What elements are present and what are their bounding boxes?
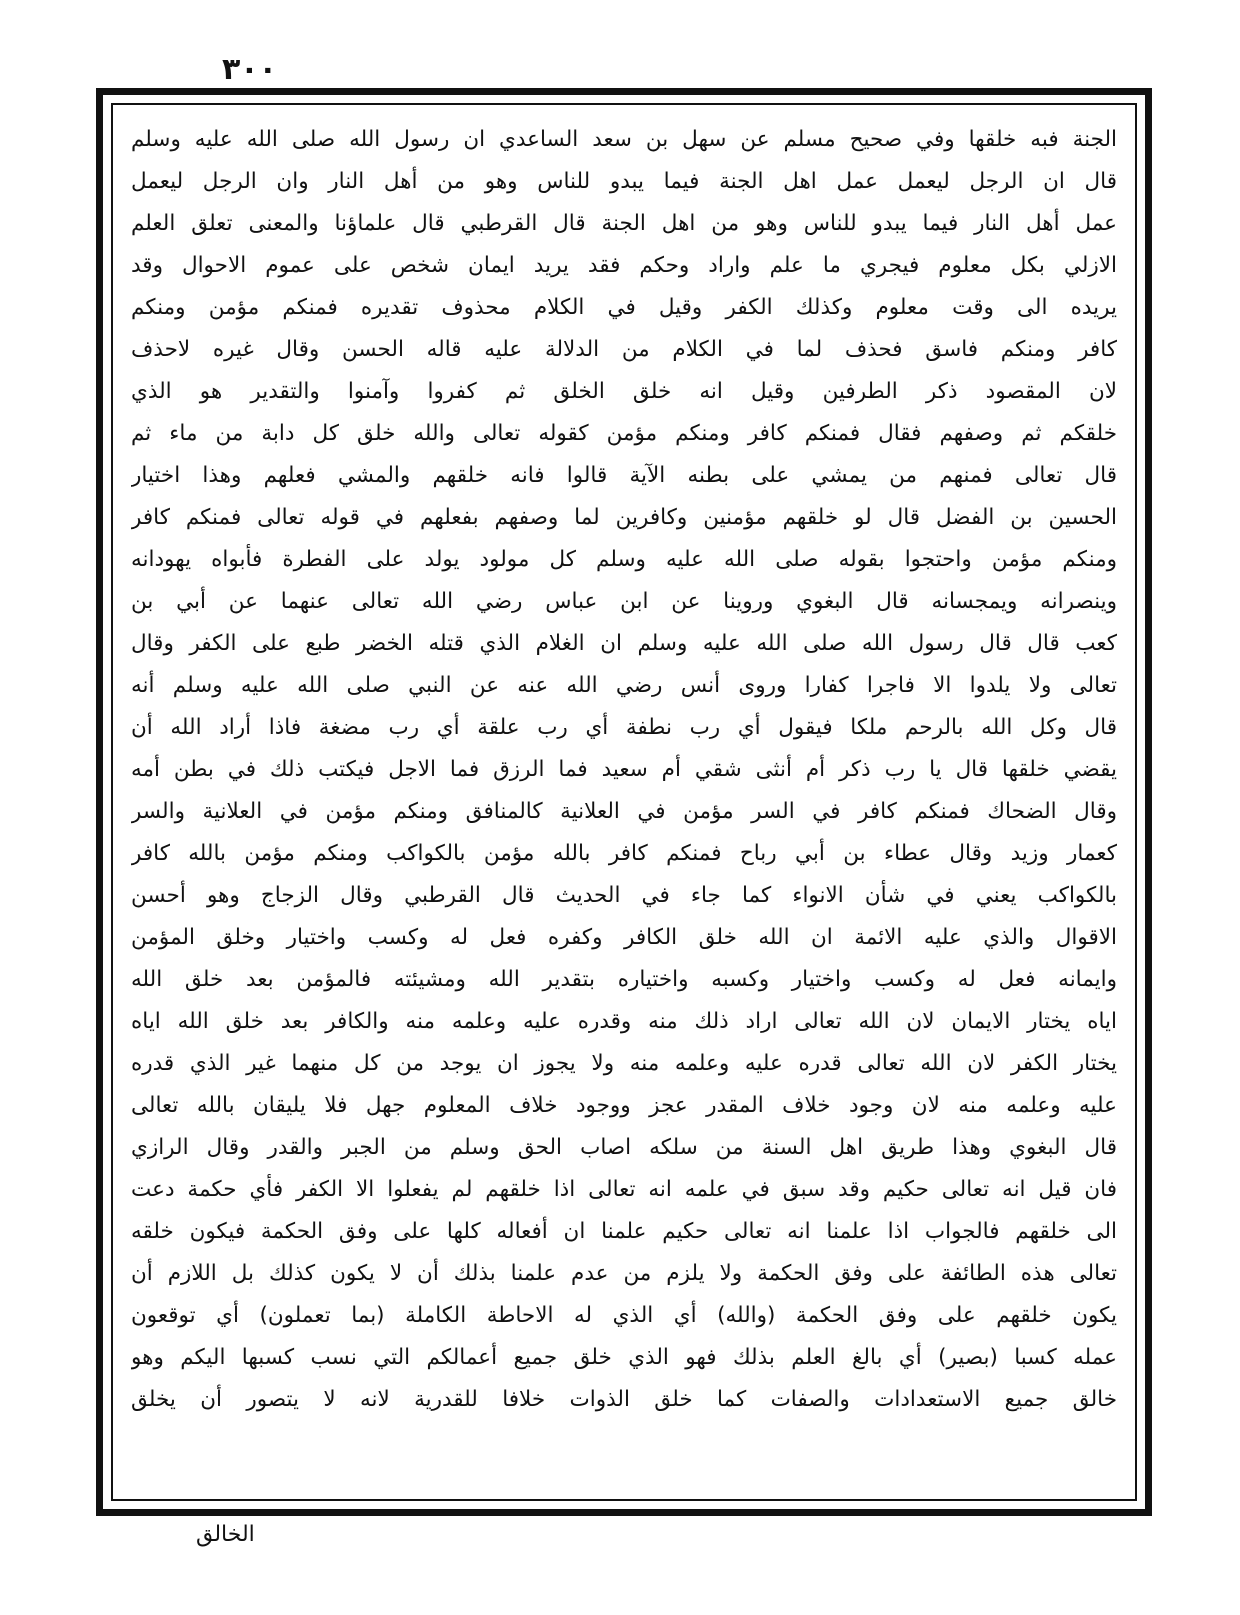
text-line: كعمار وزيد وقال عطاء بن أبي رباح فمنكم كافر بالله مؤمن بالكواكب ومنكم مؤمن بالله كافر xyxy=(131,841,1117,866)
text-line: يختار الكفر لان الله تعالى قدره عليه وعلمه منه ولا يجوز ان يوجد من كل منهما غير الذي قدره xyxy=(131,1051,1117,1076)
text-line: ومنكم مؤمن واحتجوا بقوله صلى الله عليه وسلم كل مولود يولد على الفطرة فأبواه يهودانه xyxy=(131,547,1117,572)
text-line: يريده الى وقت معلوم وكذلك الكفر وقيل في الكلام محذوف تقديره فمنكم مؤمن ومنكم xyxy=(131,295,1117,320)
text-line: الحسين بن الفضل قال لو خلقهم مؤمنين وكافرين لما وصفهم بفعلهم في قوله تعالى فمنكم كافر xyxy=(131,505,1117,530)
text-line: الجنة فبه خلقها وفي صحيح مسلم عن سهل بن سعد الساعدي ان رسول الله صلى الله عليه وسلم xyxy=(131,127,1117,152)
text-line: عليه وعلمه منه لان وجود خلاف المقدر عجز ووجود خلاف المعلوم جهل فلا يليقان بالله تعالى xyxy=(131,1093,1117,1118)
text-line: الاقوال والذي عليه الائمة ان الله خلق الكافر وكفره فعل له وكسب واختيار وخلق المؤمن xyxy=(131,925,1117,950)
page-border-outer xyxy=(96,88,1152,1516)
text-line: عمل أهل النار فيما يبدو للناس وهو من اهل الجنة قال القرطبي قال علماؤنا والمعنى تعلق العلم xyxy=(131,211,1117,236)
page-number: ٣٠٠ xyxy=(222,52,277,87)
page-border-inner xyxy=(111,103,1137,1501)
text-line: يكون خلقهم على وفق الحكمة (والله) أي الذي له الاحاطة الكاملة (بما تعملون) أي توقعون xyxy=(131,1303,1117,1328)
text-line: كعب قال قال رسول الله صلى الله عليه وسلم ان الغلام الذي قتله الخضر طبع على الكفر وقال xyxy=(131,631,1117,656)
text-line: بالكواكب يعني في شأن الانواء كما جاء في الحديث قال القرطبي وقال الزجاج وهو أحسن xyxy=(131,883,1117,908)
text-line: وايمانه فعل له وكسب واختيار وكسبه واختياره بتقدير الله ومشيئته فالمؤمن بعد خلق الله xyxy=(131,967,1117,992)
text-line: كافر ومنكم فاسق فحذف لما في الكلام من الدلالة عليه قاله الحسن وقال غيره لاحذف xyxy=(131,337,1117,362)
text-line: الى خلقهم فالجواب اذا علمنا انه تعالى حكيم علمنا ان أفعاله كلها على وفق الحكمة فيكون خلقه xyxy=(131,1219,1117,1244)
text-line: قال تعالى فمنهم من يمشي على بطنه الآية قالوا فانه خلقهم والمشي فعلهم وهذا اختيار xyxy=(131,463,1117,488)
text-line: خالق جميع الاستعدادات والصفات كما خلق الذوات خلافا للقدرية لانه لا يتصور أن يخلق xyxy=(131,1387,1117,1412)
text-line: اياه يختار الايمان لان الله تعالى اراد ذلك منه وقدره عليه وعلمه منه والكافر بعد خلق الله اياه xyxy=(131,1009,1117,1034)
text-line: فان قيل انه تعالى حكيم وقد سبق في علمه انه تعالى اذا خلقهم لم يفعلوا الا الكفر فأي حكمة دعت xyxy=(131,1177,1117,1202)
text-line: وقال الضحاك فمنكم كافر في السر مؤمن في العلانية كالمنافق ومنكم مؤمن في العلانية والسر xyxy=(131,799,1117,824)
text-line: وينصرانه ويمجسانه قال البغوي وروينا عن ابن عباس رضي الله تعالى عنهما عن أبي بن xyxy=(131,589,1117,614)
text-line: عمله كسبا (بصير) أي بالغ العلم بذلك فهو الذي خلق جميع أعمالكم التي نسب كسبها اليكم وهو xyxy=(131,1345,1117,1370)
text-line: الازلي بكل معلوم فيجري ما علم واراد وحكم فقد يريد ايمان شخص على عموم الاحوال وقد xyxy=(131,253,1117,278)
text-line: يقضي خلقها قال يا رب ذكر أم أنثى شقي أم سعيد فما الرزق فما الاجل فيكتب ذلك في بطن أمه xyxy=(131,757,1117,782)
text-line: قال وكل الله بالرحم ملكا فيقول أي رب نطفة أي رب علقة أي رب مضغة فاذا أراد الله أن xyxy=(131,715,1117,740)
text-line: تعالى هذه الطائفة على وفق الحكمة ولا يلزم من عدم علمنا بذلك أن لا يكون كذلك بل اللازم أن xyxy=(131,1261,1117,1286)
main-text-block xyxy=(131,119,1117,1489)
text-line: تعالى ولا يلدوا الا فاجرا كفارا وروى أنس رضي الله عنه عن النبي صلى الله عليه وسلم أنه xyxy=(131,673,1117,698)
text-line: لان المقصود ذكر الطرفين وقيل انه خلق الخلق ثم كفروا وآمنوا والتقدير هو الذي xyxy=(131,379,1117,404)
catchword: الخالق xyxy=(196,1522,255,1547)
text-line: خلقكم ثم وصفهم فقال فمنكم كافر ومنكم مؤمن كقوله تعالى والله خلق كل دابة من ماء ثم xyxy=(131,421,1117,446)
text-line: قال ان الرجل ليعمل عمل اهل الجنة فيما يبدو للناس وهو من أهل النار وان الرجل ليعمل xyxy=(131,169,1117,194)
text-line: قال البغوي وهذا طريق اهل السنة من سلكه اصاب الحق وسلم من الجبر والقدر وقال الرازي xyxy=(131,1135,1117,1160)
